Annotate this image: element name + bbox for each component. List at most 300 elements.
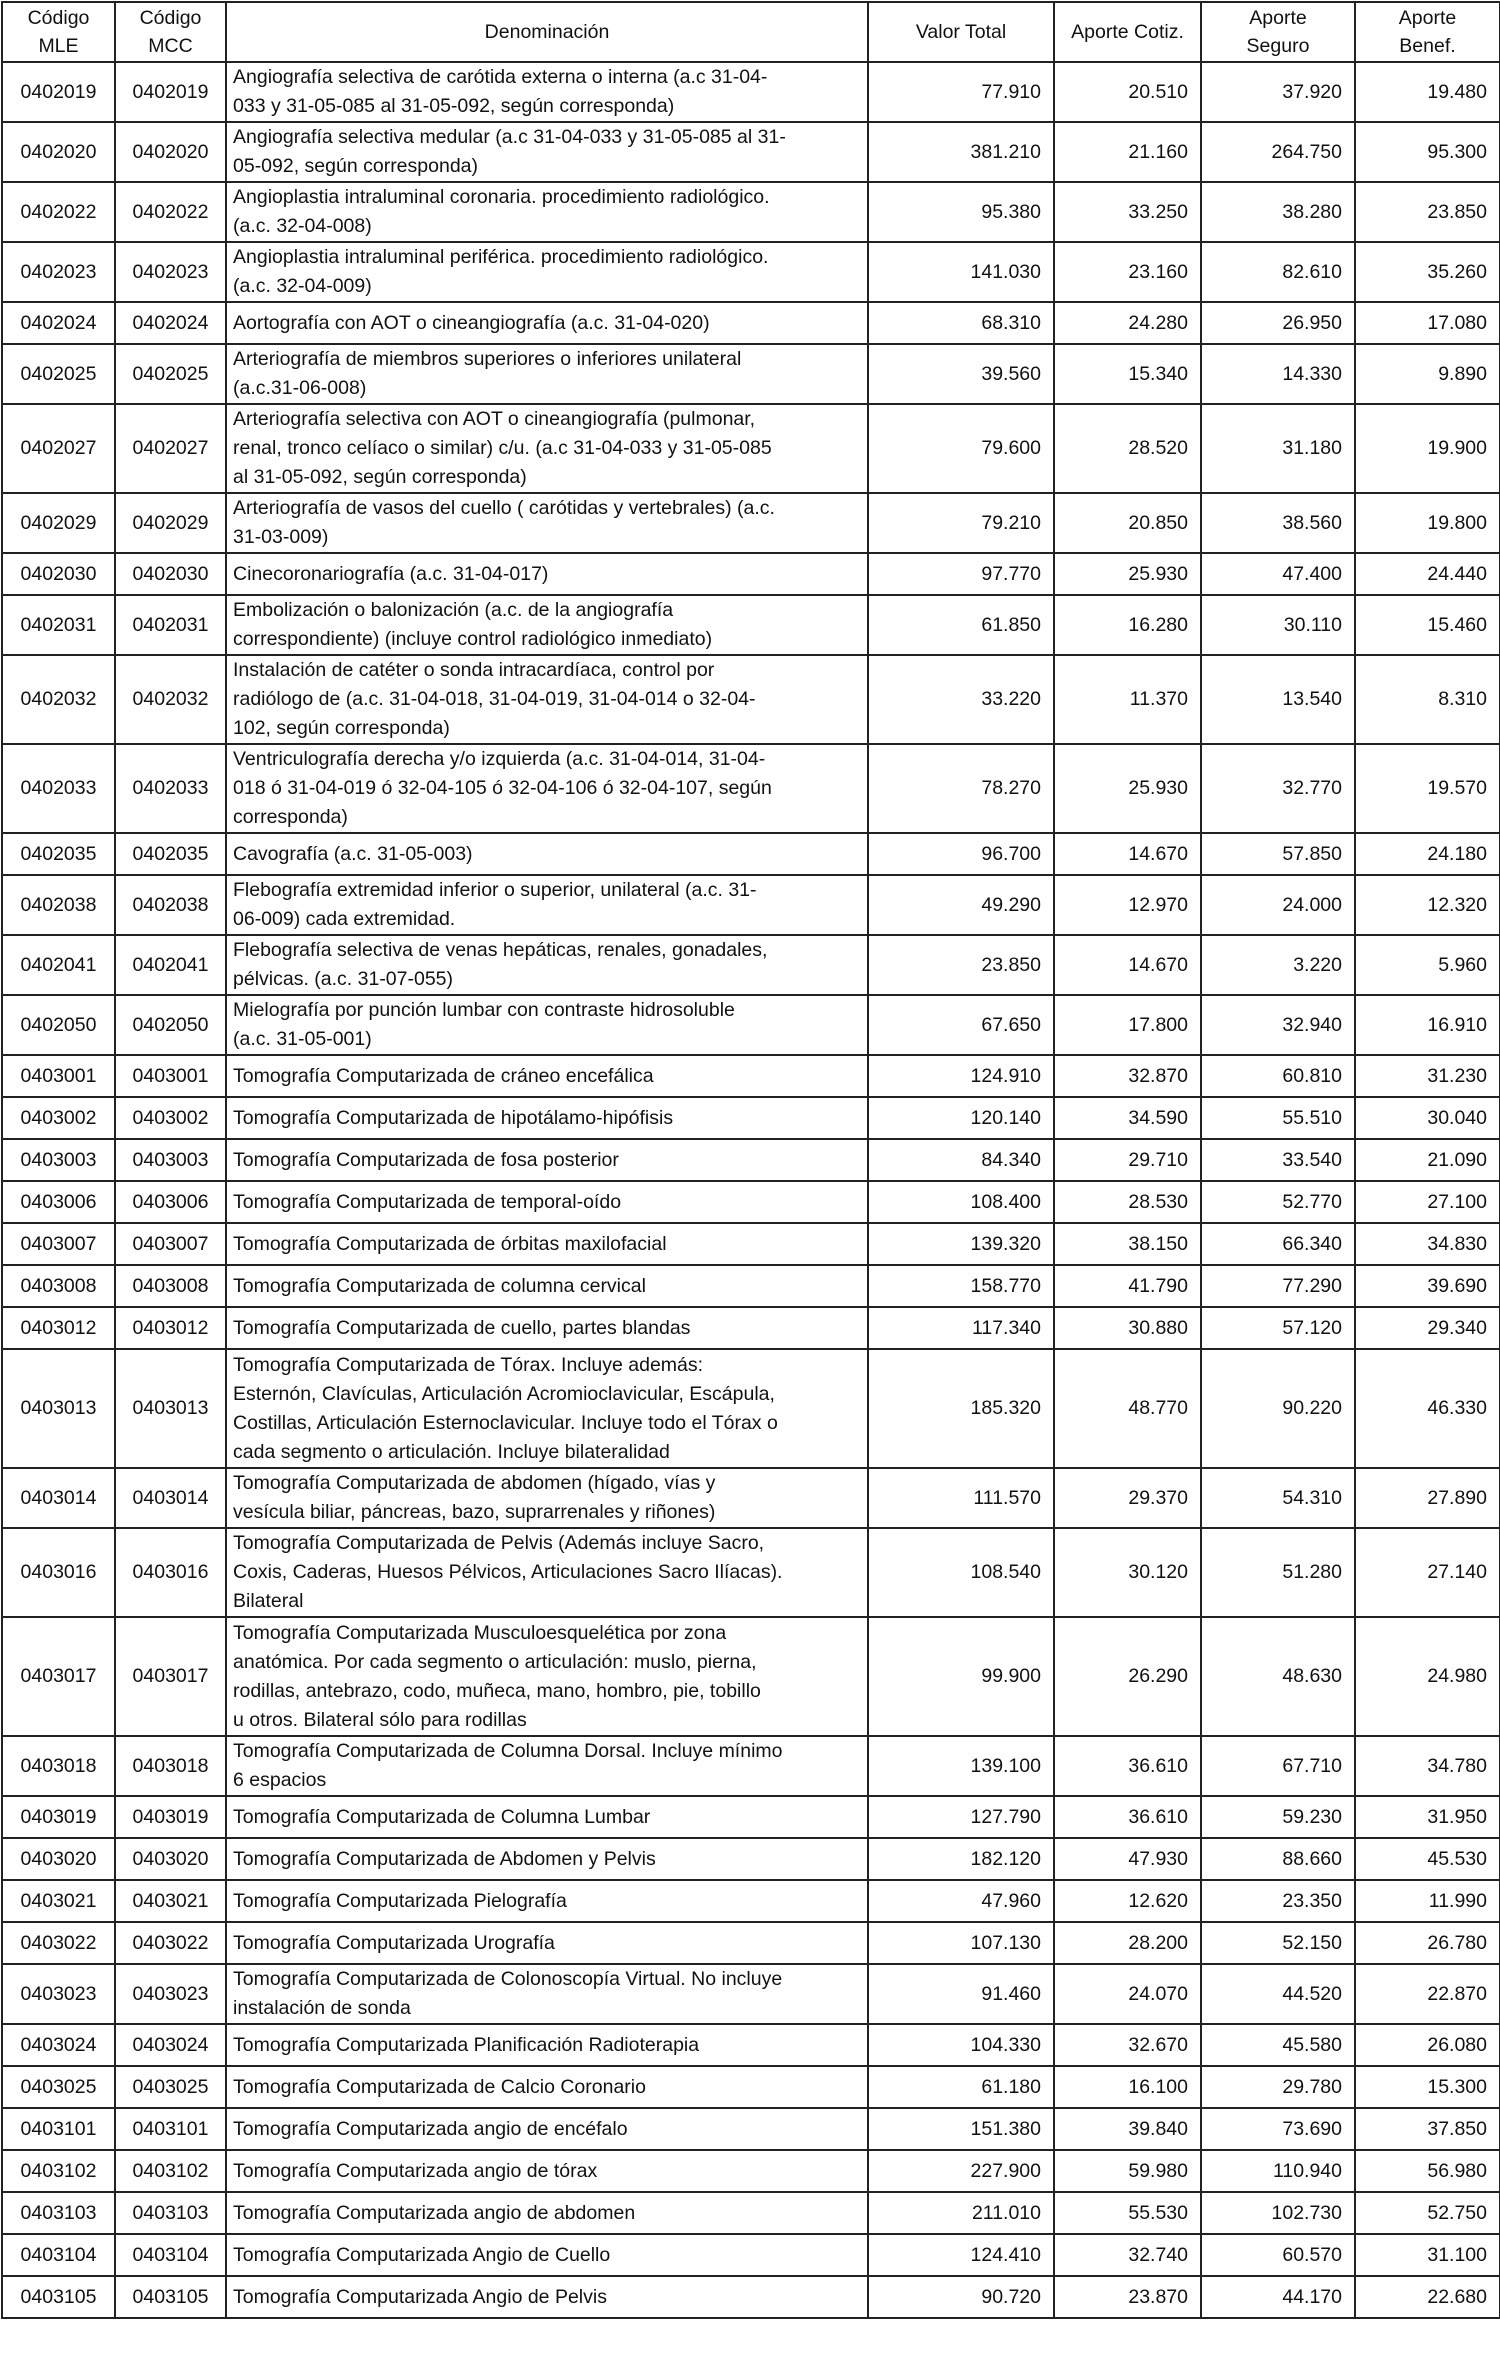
codigo-mle-cell: 0403020 [2,1838,115,1880]
codigo-mle-cell: 0403017 [2,1617,115,1736]
valor-total-cell: 61.180 [868,2066,1054,2108]
table-row [2,242,1500,302]
aporte-seguro-cell: 67.710 [1201,1736,1355,1796]
aporte-seguro-cell: 38.560 [1201,493,1355,553]
aporte-seguro-cell: 90.220 [1201,1349,1355,1468]
aporte-seguro-cell: 32.770 [1201,744,1355,833]
valor-total-cell: 211.010 [868,2192,1054,2234]
valor-total-cell: 139.100 [868,1736,1054,1796]
codigo-mcc-cell: 0402031 [115,595,226,655]
aporte-seguro-cell: 82.610 [1201,242,1355,302]
codigo-mle-cell: 0402027 [2,404,115,493]
codigo-mcc-cell: 0402035 [115,833,226,875]
codigo-mle-cell: 0403016 [2,1528,115,1617]
denominacion-cell: Tomografía Computarizada de columna cervical [226,1265,868,1307]
aporte-benef-cell: 24.180 [1355,833,1500,875]
table-row [2,1055,1500,1097]
table-row [2,935,1500,995]
denominacion-cell: Angioplastia intraluminal periférica. procedimiento radiológico. (a.c. 32-04-009) [226,242,868,302]
table-row [2,1349,1500,1468]
aporte-benef-cell: 15.460 [1355,595,1500,655]
aporte-seguro-cell: 77.290 [1201,1265,1355,1307]
aporte-benef-cell: 95.300 [1355,122,1500,182]
valor-total-cell: 33.220 [868,655,1054,744]
valor-total-cell: 99.900 [868,1617,1054,1736]
denominacion-cell: Arteriografía selectiva con AOT o cineangiografía (pulmonar, renal, tronco celíaco o similar) c/u. (a.c 31-04-033 y 31-05-085 al 31-05-092, según corresponda) [226,404,868,493]
valor-total-cell: 104.330 [868,2024,1054,2066]
codigo-mcc-cell: 0403024 [115,2024,226,2066]
table-row [2,302,1500,344]
table-row [2,2066,1500,2108]
aporte-cotiz-cell: 30.880 [1054,1307,1201,1349]
codigo-mle-cell: 0403018 [2,1736,115,1796]
valor-total-cell: 84.340 [868,1139,1054,1181]
denominacion-cell: Tomografía Computarizada de cráneo encefálica [226,1055,868,1097]
codigo-mle-cell: 0402019 [2,62,115,122]
aporte-benef-cell: 9.890 [1355,344,1500,404]
codigo-mcc-cell: 0402033 [115,744,226,833]
denominacion-cell: Angiografía selectiva de carótida externa o interna (a.c 31-04- 033 y 31-05-085 al 31-05-092, según corresponda) [226,62,868,122]
table-row [2,1964,1500,2024]
table-row [2,62,1500,122]
denominacion-cell: Tomografía Computarizada de Calcio Coronario [226,2066,868,2108]
aporte-benef-cell: 11.990 [1355,1880,1500,1922]
aporte-benef-cell: 5.960 [1355,935,1500,995]
codigo-mcc-cell: 0403025 [115,2066,226,2108]
aporte-seguro-cell: 88.660 [1201,1838,1355,1880]
aporte-benef-cell: 56.980 [1355,2150,1500,2192]
table-row [2,404,1500,493]
valor-total-cell: 141.030 [868,242,1054,302]
aporte-seguro-cell: 31.180 [1201,404,1355,493]
aporte-seguro-cell: 44.170 [1201,2276,1355,2318]
codigo-mle-cell: 0402038 [2,875,115,935]
aporte-benef-cell: 30.040 [1355,1097,1500,1139]
codigo-mcc-cell: 0402027 [115,404,226,493]
aporte-seguro-cell: 102.730 [1201,2192,1355,2234]
codigo-mcc-cell: 0402022 [115,182,226,242]
table-row [2,744,1500,833]
codigo-mcc-cell: 0402029 [115,493,226,553]
aporte-benef-cell: 17.080 [1355,302,1500,344]
aporte-cotiz-cell: 12.620 [1054,1880,1201,1922]
aporte-benef-cell: 52.750 [1355,2192,1500,2234]
valor-total-cell: 185.320 [868,1349,1054,1468]
table-row [2,1617,1500,1736]
codigo-mcc-cell: 0403016 [115,1528,226,1617]
table-row [2,122,1500,182]
table-row [2,2192,1500,2234]
aporte-cotiz-cell: 21.160 [1054,122,1201,182]
aporte-cotiz-cell: 48.770 [1054,1349,1201,1468]
aporte-benef-cell: 8.310 [1355,655,1500,744]
denominacion-cell: Tomografía Computarizada de temporal-oído [226,1181,868,1223]
codigo-mle-cell: 0402030 [2,553,115,595]
aporte-cotiz-cell: 15.340 [1054,344,1201,404]
table-row [2,2150,1500,2192]
aporte-benef-cell: 27.140 [1355,1528,1500,1617]
codigo-mle-cell: 0403006 [2,1181,115,1223]
aporte-cotiz-cell: 32.870 [1054,1055,1201,1097]
aporte-cotiz-cell: 59.980 [1054,2150,1201,2192]
denominacion-cell: Mielografía por punción lumbar con contraste hidrosoluble (a.c. 31-05-001) [226,995,868,1055]
valor-total-cell: 79.210 [868,493,1054,553]
aporte-benef-cell: 26.780 [1355,1922,1500,1964]
codigo-mcc-cell: 0403007 [115,1223,226,1265]
valor-total-cell: 227.900 [868,2150,1054,2192]
codigo-mcc-cell: 0403021 [115,1880,226,1922]
codigo-mle-cell: 0402050 [2,995,115,1055]
valor-total-cell: 91.460 [868,1964,1054,2024]
aporte-cotiz-cell: 26.290 [1054,1617,1201,1736]
denominacion-cell: Tomografía Computarizada de Columna Lumbar [226,1796,868,1838]
valor-total-cell: 381.210 [868,122,1054,182]
denominacion-cell: Tomografía Computarizada Planificación Radioterapia [226,2024,868,2066]
aporte-cotiz-cell: 28.200 [1054,1922,1201,1964]
denominacion-cell: Arteriografía de vasos del cuello ( carótidas y vertebrales) (a.c. 31-03-009) [226,493,868,553]
valor-total-cell: 120.140 [868,1097,1054,1139]
codigo-mcc-cell: 0402023 [115,242,226,302]
valor-total-cell: 108.400 [868,1181,1054,1223]
table-row [2,1468,1500,1528]
aporte-benef-cell: 31.100 [1355,2234,1500,2276]
codigo-mle-cell: 0403105 [2,2276,115,2318]
denominacion-cell: Tomografía Computarizada de cuello, partes blandas [226,1307,868,1349]
aporte-cotiz-cell: 28.530 [1054,1181,1201,1223]
codigo-mle-cell: 0402029 [2,493,115,553]
aporte-cotiz-cell: 16.280 [1054,595,1201,655]
header-denominacion: Denominación [226,2,868,62]
table-row [2,1181,1500,1223]
valor-total-cell: 23.850 [868,935,1054,995]
aporte-benef-cell: 15.300 [1355,2066,1500,2108]
aporte-seguro-cell: 48.630 [1201,1617,1355,1736]
denominacion-cell: Cinecoronariografía (a.c. 31-04-017) [226,553,868,595]
table-row [2,1265,1500,1307]
codigo-mcc-cell: 0403013 [115,1349,226,1468]
table-row [2,553,1500,595]
valor-total-cell: 117.340 [868,1307,1054,1349]
denominacion-cell: Tomografía Computarizada de Pelvis (Además incluye Sacro, Coxis, Caderas, Huesos Pélvicos, Articulaciones Sacro Ilíacas). Bilateral [226,1528,868,1617]
table-row [2,2234,1500,2276]
codigo-mcc-cell: 0403105 [115,2276,226,2318]
denominacion-cell: Tomografía Computarizada de Tórax. Incluye además: Esternón, Clavículas, Articulación Acromioclavicular, Escápula, Costillas, Articulación Esternoclavicular. Incluye todo el Tórax o cada segmento o articulación. Incluye bilateralidad [226,1349,868,1468]
codigo-mle-cell: 0402022 [2,182,115,242]
codigo-mle-cell: 0403022 [2,1922,115,1964]
codigo-mcc-cell: 0403003 [115,1139,226,1181]
valor-total-cell: 67.650 [868,995,1054,1055]
codigo-mle-cell: 0403024 [2,2024,115,2066]
valor-total-cell: 151.380 [868,2108,1054,2150]
table-row [2,1922,1500,1964]
codigo-mcc-cell: 0402025 [115,344,226,404]
codigo-mle-cell: 0403021 [2,1880,115,1922]
valor-total-cell: 95.380 [868,182,1054,242]
aporte-seguro-cell: 57.850 [1201,833,1355,875]
valor-total-cell: 127.790 [868,1796,1054,1838]
codigo-mle-cell: 0402020 [2,122,115,182]
aporte-cotiz-cell: 29.710 [1054,1139,1201,1181]
aporte-benef-cell: 39.690 [1355,1265,1500,1307]
denominacion-cell: Tomografía Computarizada Pielografía [226,1880,868,1922]
aporte-cotiz-cell: 20.850 [1054,493,1201,553]
codigo-mcc-cell: 0402050 [115,995,226,1055]
codigo-mcc-cell: 0403019 [115,1796,226,1838]
codigo-mcc-cell: 0402032 [115,655,226,744]
codigo-mcc-cell: 0403020 [115,1838,226,1880]
aporte-benef-cell: 26.080 [1355,2024,1500,2066]
codigo-mle-cell: 0403019 [2,1796,115,1838]
aporte-seguro-cell: 55.510 [1201,1097,1355,1139]
aporte-seguro-cell: 52.770 [1201,1181,1355,1223]
aporte-seguro-cell: 59.230 [1201,1796,1355,1838]
denominacion-cell: Tomografía Computarizada de abdomen (hígado, vías y vesícula biliar, páncreas, bazo, suprarrenales y riñones) [226,1468,868,1528]
header-aporte-benef: Aporte Benef. [1355,2,1500,62]
codigo-mcc-cell: 0402019 [115,62,226,122]
aporte-benef-cell: 37.850 [1355,2108,1500,2150]
aporte-cotiz-cell: 25.930 [1054,553,1201,595]
codigo-mle-cell: 0402035 [2,833,115,875]
aporte-cotiz-cell: 32.670 [1054,2024,1201,2066]
codigo-mle-cell: 0402023 [2,242,115,302]
aporte-benef-cell: 29.340 [1355,1307,1500,1349]
aporte-cotiz-cell: 55.530 [1054,2192,1201,2234]
table-row [2,655,1500,744]
codigo-mle-cell: 0403102 [2,2150,115,2192]
valor-total-cell: 124.910 [868,1055,1054,1097]
denominacion-cell: Aortografía con AOT o cineangiografía (a.c. 31-04-020) [226,302,868,344]
table-body [2,62,1500,2318]
aporte-benef-cell: 19.480 [1355,62,1500,122]
aporte-cotiz-cell: 32.740 [1054,2234,1201,2276]
aporte-cotiz-cell: 11.370 [1054,655,1201,744]
denominacion-cell: Cavografía (a.c. 31-05-003) [226,833,868,875]
aporte-benef-cell: 35.260 [1355,242,1500,302]
table-row [2,1139,1500,1181]
aporte-cotiz-cell: 12.970 [1054,875,1201,935]
aporte-cotiz-cell: 24.070 [1054,1964,1201,2024]
table-row [2,344,1500,404]
denominacion-cell: Tomografía Computarizada de órbitas maxilofacial [226,1223,868,1265]
aporte-benef-cell: 31.950 [1355,1796,1500,1838]
codigo-mle-cell: 0403002 [2,1097,115,1139]
aporte-seguro-cell: 57.120 [1201,1307,1355,1349]
table-row [2,1528,1500,1617]
aporte-cotiz-cell: 47.930 [1054,1838,1201,1880]
aporte-seguro-cell: 32.940 [1201,995,1355,1055]
aporte-seguro-cell: 52.150 [1201,1922,1355,1964]
table-row [2,182,1500,242]
table-row [2,1307,1500,1349]
valor-total-cell: 97.770 [868,553,1054,595]
table-row [2,1796,1500,1838]
codigo-mcc-cell: 0403102 [115,2150,226,2192]
aporte-cotiz-cell: 36.610 [1054,1736,1201,1796]
codigo-mcc-cell: 0403104 [115,2234,226,2276]
table-row [2,875,1500,935]
valor-total-cell: 49.290 [868,875,1054,935]
table-row [2,1880,1500,1922]
table-row [2,2108,1500,2150]
aporte-cotiz-cell: 23.160 [1054,242,1201,302]
aporte-seguro-cell: 47.400 [1201,553,1355,595]
aporte-cotiz-cell: 14.670 [1054,935,1201,995]
aporte-seguro-cell: 26.950 [1201,302,1355,344]
aporte-benef-cell: 22.870 [1355,1964,1500,2024]
denominacion-cell: Tomografía Computarizada de Columna Dorsal. Incluye mínimo 6 espacios [226,1736,868,1796]
denominacion-cell: Angiografía selectiva medular (a.c 31-04-033 y 31-05-085 al 31- 05-092, según corresponda) [226,122,868,182]
codigo-mle-cell: 0403013 [2,1349,115,1468]
aporte-benef-cell: 45.530 [1355,1838,1500,1880]
codigo-mle-cell: 0403025 [2,2066,115,2108]
denominacion-cell: Tomografía Computarizada angio de abdomen [226,2192,868,2234]
aporte-cotiz-cell: 41.790 [1054,1265,1201,1307]
denominacion-cell: Instalación de catéter o sonda intracardíaca, control por radiólogo de (a.c. 31-04-018, 31-04-019, 31-04-014 o 32-04- 102, según corresponda) [226,655,868,744]
aporte-cotiz-cell: 24.280 [1054,302,1201,344]
aporte-seguro-cell: 23.350 [1201,1880,1355,1922]
denominacion-cell: Tomografía Computarizada Angio de Pelvis [226,2276,868,2318]
denominacion-cell: Tomografía Computarizada angio de encéfalo [226,2108,868,2150]
codigo-mle-cell: 0402024 [2,302,115,344]
denominacion-cell: Arteriografía de miembros superiores o inferiores unilateral (a.c.31-06-008) [226,344,868,404]
valor-total-cell: 139.320 [868,1223,1054,1265]
aporte-benef-cell: 34.830 [1355,1223,1500,1265]
codigo-mle-cell: 0403012 [2,1307,115,1349]
codigo-mcc-cell: 0403018 [115,1736,226,1796]
denominacion-cell: Tomografía Computarizada angio de tórax [226,2150,868,2192]
codigo-mle-cell: 0403008 [2,1265,115,1307]
aporte-seguro-cell: 29.780 [1201,2066,1355,2108]
codigo-mle-cell: 0403001 [2,1055,115,1097]
aporte-seguro-cell: 66.340 [1201,1223,1355,1265]
denominacion-cell: Tomografía Computarizada de fosa posterior [226,1139,868,1181]
aporte-seguro-cell: 264.750 [1201,122,1355,182]
codigo-mcc-cell: 0402030 [115,553,226,595]
aporte-cotiz-cell: 29.370 [1054,1468,1201,1528]
codigo-mle-cell: 0403101 [2,2108,115,2150]
codigo-mle-cell: 0402031 [2,595,115,655]
header-codigo-mle: Código MLE [2,2,115,62]
aporte-cotiz-cell: 30.120 [1054,1528,1201,1617]
aporte-seguro-cell: 37.920 [1201,62,1355,122]
aporte-seguro-cell: 45.580 [1201,2024,1355,2066]
header-aporte-cotiz: Aporte Cotiz. [1054,2,1201,62]
valor-total-cell: 77.910 [868,62,1054,122]
aporte-seguro-cell: 38.280 [1201,182,1355,242]
aporte-seguro-cell: 3.220 [1201,935,1355,995]
denominacion-cell: Flebografía extremidad inferior o superior, unilateral (a.c. 31- 06-009) cada extremidad. [226,875,868,935]
aporte-cotiz-cell: 34.590 [1054,1097,1201,1139]
codigo-mcc-cell: 0402038 [115,875,226,935]
codigo-mcc-cell: 0402020 [115,122,226,182]
aporte-seguro-cell: 51.280 [1201,1528,1355,1617]
codigo-mcc-cell: 0403008 [115,1265,226,1307]
aporte-seguro-cell: 13.540 [1201,655,1355,744]
aporte-cotiz-cell: 38.150 [1054,1223,1201,1265]
valor-total-cell: 68.310 [868,302,1054,344]
codigo-mle-cell: 0403003 [2,1139,115,1181]
aporte-benef-cell: 24.980 [1355,1617,1500,1736]
aporte-seguro-cell: 73.690 [1201,2108,1355,2150]
codigo-mle-cell: 0403103 [2,2192,115,2234]
aporte-seguro-cell: 60.810 [1201,1055,1355,1097]
codigo-mle-cell: 0402032 [2,655,115,744]
aporte-benef-cell: 31.230 [1355,1055,1500,1097]
aporte-benef-cell: 22.680 [1355,2276,1500,2318]
header-valor-total: Valor Total [868,2,1054,62]
aporte-seguro-cell: 33.540 [1201,1139,1355,1181]
codigo-mle-cell: 0402025 [2,344,115,404]
codigo-mcc-cell: 0402041 [115,935,226,995]
table-row [2,995,1500,1055]
valor-total-cell: 47.960 [868,1880,1054,1922]
denominacion-cell: Tomografía Computarizada Urografía [226,1922,868,1964]
aporte-benef-cell: 12.320 [1355,875,1500,935]
denominacion-cell: Angioplastia intraluminal coronaria. procedimiento radiológico. (a.c. 32-04-008) [226,182,868,242]
aporte-seguro-cell: 54.310 [1201,1468,1355,1528]
denominacion-cell: Tomografía Computarizada Angio de Cuello [226,2234,868,2276]
valor-total-cell: 39.560 [868,344,1054,404]
aporte-cotiz-cell: 23.870 [1054,2276,1201,2318]
table-row [2,595,1500,655]
valor-total-cell: 107.130 [868,1922,1054,1964]
codigo-mle-cell: 0403104 [2,2234,115,2276]
aporte-benef-cell: 21.090 [1355,1139,1500,1181]
aporte-cotiz-cell: 25.930 [1054,744,1201,833]
codigo-mle-cell: 0403023 [2,1964,115,2024]
codigo-mle-cell: 0402041 [2,935,115,995]
table-row [2,493,1500,553]
codigo-mcc-cell: 0403012 [115,1307,226,1349]
aporte-benef-cell: 19.570 [1355,744,1500,833]
valor-total-cell: 96.700 [868,833,1054,875]
codigo-mle-cell: 0402033 [2,744,115,833]
aporte-benef-cell: 16.910 [1355,995,1500,1055]
valor-total-cell: 158.770 [868,1265,1054,1307]
aporte-benef-cell: 19.800 [1355,493,1500,553]
codigo-mcc-cell: 0403001 [115,1055,226,1097]
denominacion-cell: Tomografía Computarizada Musculoesquelética por zona anatómica. Por cada segmento o articulación: muslo, pierna, rodillas, antebrazo, codo, muñeca, mano, hombro, pie, tobillo u otros. Bilateral sólo para rodillas [226,1617,868,1736]
header-row [2,2,1500,62]
aporte-seguro-cell: 30.110 [1201,595,1355,655]
codigo-mcc-cell: 0403022 [115,1922,226,1964]
table-row [2,1736,1500,1796]
valor-total-cell: 61.850 [868,595,1054,655]
codigo-mcc-cell: 0403006 [115,1181,226,1223]
codigo-mcc-cell: 0403023 [115,1964,226,2024]
codigo-mcc-cell: 0403014 [115,1468,226,1528]
valor-total-cell: 108.540 [868,1528,1054,1617]
aporte-cotiz-cell: 17.800 [1054,995,1201,1055]
valor-total-cell: 78.270 [868,744,1054,833]
codigo-mcc-cell: 0403103 [115,2192,226,2234]
aporte-benef-cell: 27.890 [1355,1468,1500,1528]
denominacion-cell: Embolización o balonización (a.c. de la angiografía correspondiente) (incluye control radiológico inmediato) [226,595,868,655]
codigo-mcc-cell: 0403002 [115,1097,226,1139]
tariff-table [1,1,1500,2319]
aporte-benef-cell: 34.780 [1355,1736,1500,1796]
table-row [2,1223,1500,1265]
aporte-seguro-cell: 110.940 [1201,2150,1355,2192]
denominacion-cell: Tomografía Computarizada de Colonoscopía Virtual. No incluye instalación de sonda [226,1964,868,2024]
aporte-cotiz-cell: 36.610 [1054,1796,1201,1838]
denominacion-cell: Flebografía selectiva de venas hepáticas, renales, gonadales, pélvicas. (a.c. 31-07-055) [226,935,868,995]
aporte-benef-cell: 27.100 [1355,1181,1500,1223]
aporte-benef-cell: 19.900 [1355,404,1500,493]
aporte-benef-cell: 46.330 [1355,1349,1500,1468]
header-codigo-mcc: Código MCC [115,2,226,62]
aporte-seguro-cell: 24.000 [1201,875,1355,935]
